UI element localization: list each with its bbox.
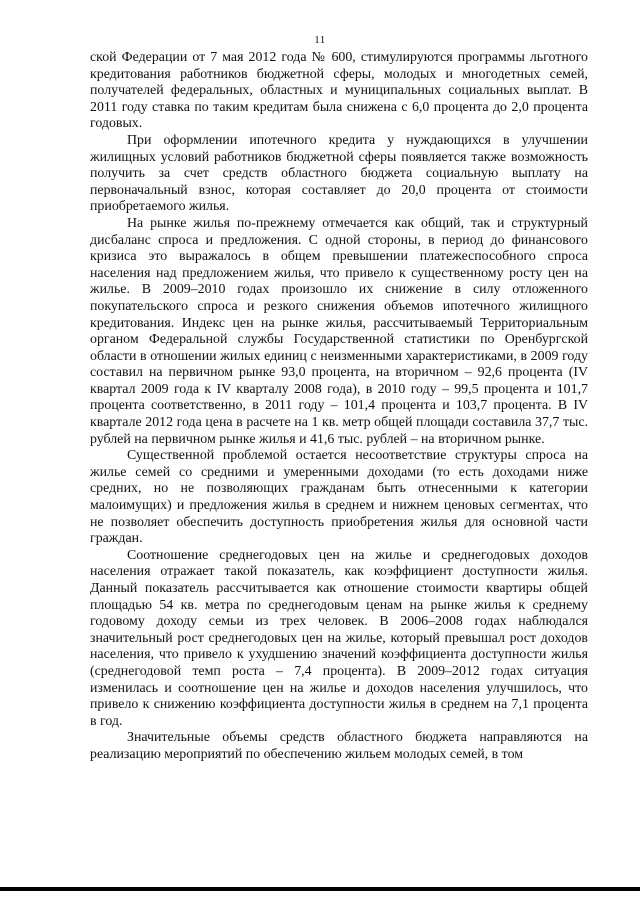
paragraph-1: ской Федерации от 7 мая 2012 года № 600, стимулируются программы льготного кредитования работников бюджетной сферы, молодых и многодетных семей, получателей федеральных, областных и муниципальных социальных выплат. В 2011 году ставка по таким кредитам была снижена с 6,0 процента до 2,0 процента годовых.: [90, 50, 588, 132]
document-body: [90, 50, 588, 764]
paragraph-6: Значительные объемы средств областного бюджета направляются на реализацию мероприятий по обеспечению жильем молодых семей, в том: [90, 730, 588, 762]
bottom-rule: [0, 887, 640, 891]
paragraph-4: Существенной проблемой остается несоответствие структуры спроса на жилье семей со средними и умеренными доходами (то есть доходами ниже средних, но не позволяющих гражданам быть отнесенными к категории малоимущих) и предложения жилья в среднем и нижнем ценовых сегментах, что не позволяет обеспечить доступность приобретения жилья для основной части граждан.: [90, 448, 588, 547]
paragraph-3: На рынке жилья по-прежнему отмечается как общий, так и структурный дисбаланс спроса и предложения. С одной стороны, в период до финансового кризиса это выражалось в общем превышении платежеспособного спроса населения над предложением жилья, что привело к существенному росту цен на жилье. В 2009–2010 годах произошло их снижение в силу отложенного покупательского спроса и резкого снижения объемов ипотечного жилищного кредитования. Индекс цен на рынке жилья, рассчитываемый Территориальным органом Федеральной службы Государственной статистики по Оренбургской области в отношении жилых единиц с неизменными характеристиками, в 2009 году составил на первичном рынке 93,0 процента, на вторичном – 92,6 процента (IV квартал 2009 года к IV кварталу 2008 года), в 2010 году – 99,5 процента и 101,7 процента соответственно, в 2011 году – 101,4 процента и 103,7 процента. В IV квартале 2012 года цена в расчете на 1 кв. метр общей площади составила 37,7 тыс. рублей на первичном рынке жилья и 41,6 тыс. рублей – на вторичном рынке.: [90, 215, 588, 447]
paragraph-2: При оформлении ипотечного кредита у нуждающихся в улучшении жилищных условий работников бюджетной сферы появляется также возможность получить за счет средств областного бюджета социальную выплату на первоначальный взнос, которая составляет до 20,0 процента от стоимости приобретаемого жилья.: [90, 132, 588, 215]
paragraph-5: Соотношение среднегодовых цен на жилье и среднегодовых доходов населения отражает такой показатель, как коэффициент доступности жилья. Данный показатель рассчитывается как отношение стоимости квартиры общей площадью 54 кв. метра по среднегодовым ценам на рынке жилья к среднему годовому доходу семьи из трех человек. В 2006–2008 годах наблюдался значительный рост среднегодовых цен на жилье, который превышал рост доходов населения, что привело к ухудшению значений коэффициента доступности жилья (среднегодовой темп роста – 7,4 процента). В 2009–2012 годах ситуация изменилась и соотношение цен на жилье и доходов населения улучшилось, что привело к снижению коэффициента доступности жилья в среднем на 7,1 процента в год.: [90, 547, 588, 729]
page-number: 11: [314, 34, 326, 46]
